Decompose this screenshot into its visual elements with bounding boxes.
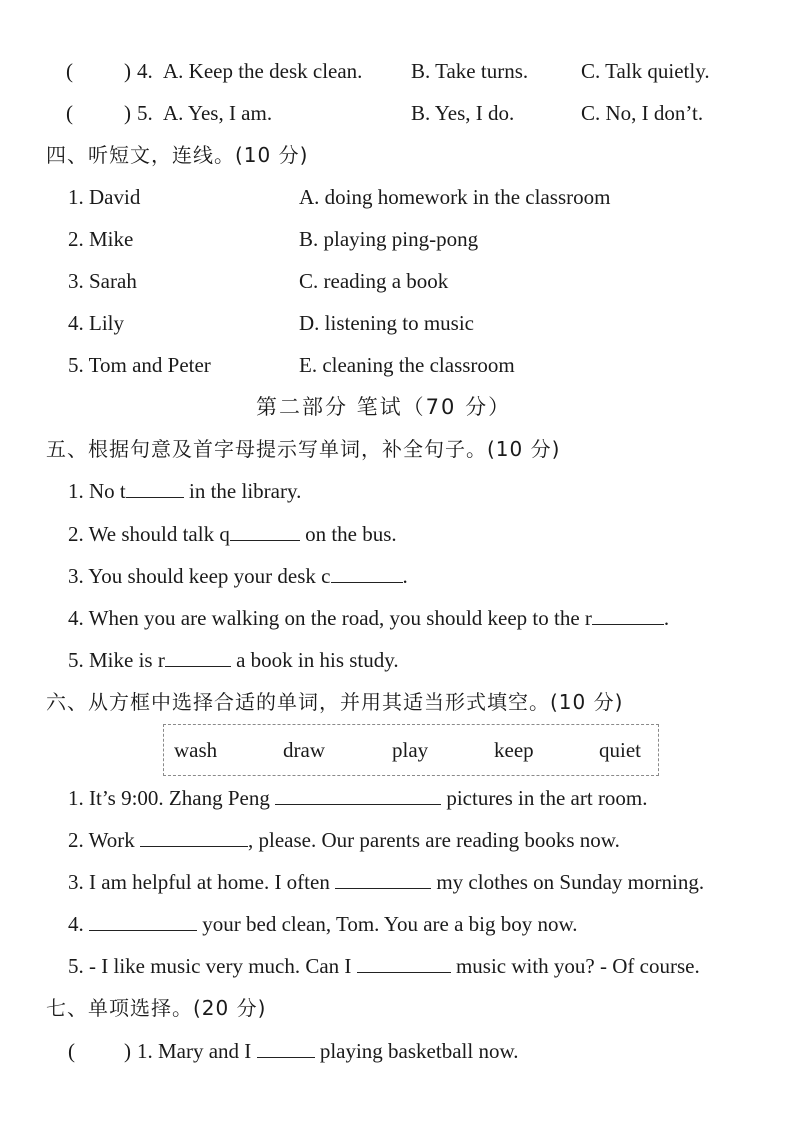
match-activity: C. reading a book: [299, 269, 449, 293]
fill-item-text: 1. No t: [68, 479, 126, 503]
fill-item: [68, 911, 578, 937]
fill-item-text: 4.: [68, 912, 89, 936]
option-a: A. Yes, I am.: [163, 101, 273, 125]
answer-paren-close: ): [124, 1039, 131, 1063]
answer-paren-open: (: [68, 1039, 75, 1063]
match-activity: B. playing ping-pong: [299, 227, 479, 251]
answer-blank[interactable]: [89, 912, 197, 931]
word-bank-item: quiet: [599, 738, 641, 762]
fill-item-text: music with you? - Of course.: [450, 954, 700, 978]
fill-item-text: pictures in the art room.: [441, 786, 648, 810]
word-bank-item: wash: [174, 738, 218, 762]
option-b: B. Take turns.: [411, 59, 529, 83]
word-bank-item: keep: [494, 738, 534, 762]
match-activity: E. cleaning the classroom: [299, 353, 515, 377]
answer-blank[interactable]: [357, 954, 451, 973]
match-name: 4. Lily: [68, 311, 124, 335]
fill-item-text: on the bus.: [299, 522, 397, 546]
answer-paren-close: ): [124, 59, 131, 83]
fill-item-text: 3. You should keep your desk c: [68, 564, 331, 588]
fill-item-text: 5. - I like music very much. Can I: [68, 954, 357, 978]
match-activity: A. doing homework in the classroom: [299, 185, 611, 209]
fill-item-text: , please. Our parents are reading books now.: [248, 828, 620, 852]
question-number: 5.: [137, 101, 153, 125]
word-bank-item: play: [392, 738, 429, 762]
fill-item-text: .: [402, 564, 408, 588]
fill-item-text: my clothes on Sunday morning.: [431, 870, 705, 894]
match-name: 3. Sarah: [68, 269, 137, 293]
word-bank-item: draw: [283, 738, 325, 762]
mc-question-text: playing basketball now.: [314, 1039, 519, 1063]
fill-item-text: a book in his study.: [230, 648, 399, 672]
fill-item: [68, 521, 397, 547]
fill-item: [68, 827, 620, 853]
option-c: C. No, I don’t.: [581, 101, 704, 125]
answer-blank[interactable]: [140, 828, 248, 847]
question-number: 4.: [137, 59, 153, 83]
match-name: 5. Tom and Peter: [68, 353, 211, 377]
fill-item-text: 3. I am helpful at home. I often: [68, 870, 336, 894]
fill-item: [68, 869, 704, 895]
fill-item-text: your bed clean, Tom. You are a big boy now.: [197, 912, 578, 936]
option-a: A. Keep the desk clean.: [163, 59, 363, 83]
match-activity: D. listening to music: [299, 311, 474, 335]
mc-question-text: 1. Mary and I: [137, 1039, 257, 1063]
part7-heading: 七、单项选择。(20 分): [46, 996, 267, 1020]
fill-item-text: in the library.: [183, 479, 302, 503]
match-name: 1. David: [68, 185, 141, 209]
answer-blank[interactable]: [165, 648, 231, 667]
mc-question: [137, 1038, 519, 1064]
fill-item: [68, 647, 399, 673]
answer-blank[interactable]: [230, 522, 300, 541]
part5-heading: 五、根据句意及首字母提示写单词，补全句子。(10 分): [46, 437, 561, 461]
fill-item-text: 1. It’s 9:00. Zhang Peng: [68, 786, 276, 810]
fill-item: [68, 953, 700, 979]
part4-heading: 四、听短文，连线。(10 分): [46, 143, 309, 167]
answer-blank[interactable]: [275, 786, 441, 805]
fill-item-text: 2. Work: [68, 828, 141, 852]
fill-item-text: 2. We should talk q: [68, 522, 230, 546]
fill-item: [68, 785, 648, 811]
answer-paren-open: (: [66, 101, 73, 125]
answer-blank[interactable]: [335, 870, 431, 889]
fill-item: [68, 605, 669, 631]
fill-item-text: .: [663, 606, 670, 630]
answer-blank[interactable]: [592, 606, 664, 625]
answer-blank[interactable]: [126, 479, 184, 498]
option-c: C. Talk quietly.: [581, 59, 710, 83]
fill-item-text: 4. When you are walking on the road, you should keep to the r: [68, 606, 592, 630]
answer-paren-close: ): [124, 101, 131, 125]
section-title: 第二部分 笔试（70 分）: [256, 395, 512, 419]
fill-item: [68, 563, 408, 589]
part6-heading: 六、从方框中选择合适的单词，并用其适当形式填空。(10 分): [46, 690, 624, 714]
fill-item: [68, 478, 301, 504]
option-b: B. Yes, I do.: [411, 101, 515, 125]
word-bank-box: [163, 724, 659, 776]
answer-paren-open: (: [66, 59, 73, 83]
match-name: 2. Mike: [68, 227, 134, 251]
answer-blank[interactable]: [257, 1039, 315, 1058]
fill-item-text: 5. Mike is r: [68, 648, 165, 672]
answer-blank[interactable]: [331, 564, 403, 583]
